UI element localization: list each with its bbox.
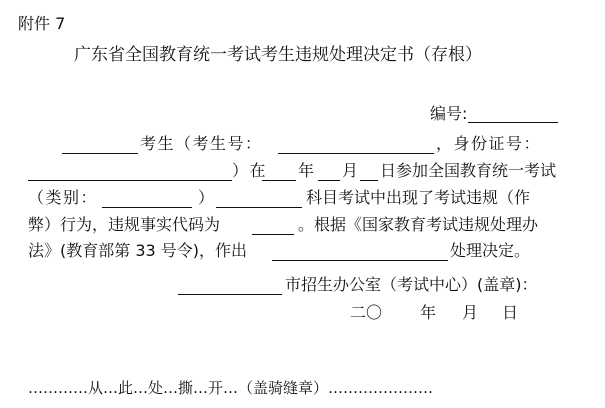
subject-text: 科目考试中出现了考试违规（作 [306,188,531,207]
regulation-text: 。根据《国家教育考试违规处理办 [298,215,539,234]
month-label: 月 [342,161,359,180]
category-field[interactable] [102,191,192,208]
date-prefix: 二〇 [350,303,383,322]
date-year-label: 年 [420,303,437,322]
city-field[interactable] [178,278,282,295]
examinee-label: 考生（考生号： [140,134,263,153]
decision-field[interactable] [272,244,448,261]
document-title: 广东省全国教育统一考试考生违规处理决定书（存根） [74,45,482,65]
day-label: 日参加全国教育统一考试 [380,161,557,180]
year-field[interactable] [262,164,296,181]
month-field[interactable] [318,164,340,181]
decision-end-text: 处理决定。 [450,241,531,260]
in-label: ）在 [232,161,268,180]
decision-text: 法》(教育部第 33 号令)，作出 [28,241,248,260]
date-day-label: 日 [502,303,519,322]
id-card-label: ，身份证号： [436,134,542,153]
subject-field[interactable] [216,191,302,208]
office-seal-label: 市招生办公室（考试中心）(盖章)： [285,275,538,294]
tear-line: …………从…此…处…撕…开…（盖骑缝章）………………… [28,379,434,397]
violation-text: 弊）行为，违规事实代码为 [28,215,221,234]
category-close-label: ） [198,188,215,207]
attachment-label: 附件 7 [18,14,66,33]
violation-code-field[interactable] [252,218,294,235]
examinee-number-field[interactable] [278,137,434,154]
date-month-label: 月 [462,303,479,322]
year-label: 年 [298,161,315,180]
number-label: 编号: [430,104,468,123]
id-card-number-field[interactable] [28,164,232,181]
examinee-name-field[interactable] [62,137,138,154]
number-field[interactable] [468,106,558,123]
category-open-label: （类别： [28,188,99,207]
day-field[interactable] [360,164,378,181]
